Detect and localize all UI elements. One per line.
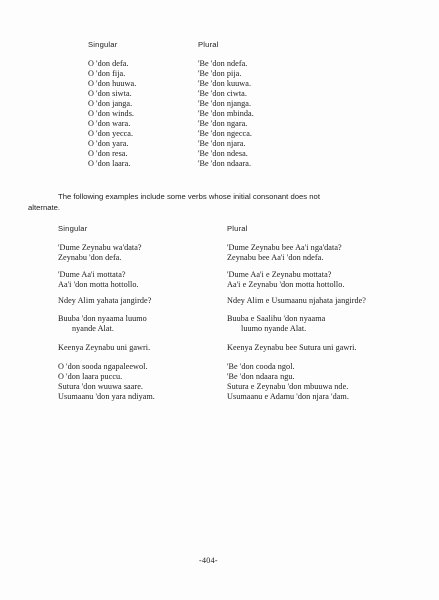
table2-group-5-plural — [227, 343, 357, 353]
intro-line-2: alternate. — [28, 203, 61, 212]
table1-plural-row: 'Be 'don ndefa. — [198, 59, 248, 68]
table1-plural-column — [198, 59, 254, 169]
table1-singular-row: O 'don yara. — [88, 139, 129, 148]
table2-group-2-plural — [227, 270, 344, 290]
table1-singular-row: O 'don huuwa. — [88, 79, 137, 88]
table1-singular-header: Singular — [88, 40, 118, 49]
table1-plural-row: 'Be 'don pija. — [198, 69, 242, 78]
table2-group-4-singular — [58, 314, 147, 334]
example-sentence: Keenya Zeynabu uni gawri. — [58, 343, 151, 352]
example-sentence: Zeynabu bee Aa'i 'don ndefa. — [227, 253, 324, 262]
example-sentence: Buuba e Saalihu 'don nyaama — [227, 314, 326, 323]
table1-plural-row: 'Be 'don ndesa. — [198, 149, 248, 158]
example-sentence: 'Dume Aa'i e Zeynabu mottata? — [227, 270, 332, 279]
example-sentence: luumo nyande Alat. — [241, 324, 307, 333]
example-sentence: Buuba 'don nyaama luumo — [58, 314, 147, 323]
example-sentence: 'Be 'don ndaara ngu. — [227, 372, 295, 381]
table1-singular-row: O 'don laara. — [88, 159, 131, 168]
table1-plural-row: 'Be 'don njara. — [198, 139, 246, 148]
table2-group-4-plural — [227, 314, 325, 334]
table1-plural-row: 'Be 'don ngecca. — [198, 129, 252, 138]
table2-group-1-plural — [227, 243, 342, 263]
table1-singular-row: O 'don resa. — [88, 149, 128, 158]
example-sentence: Ndey Alim e Usumaanu njahata jangirde? — [227, 296, 366, 305]
table2-group-3-singular — [58, 296, 151, 306]
example-sentence: 'Dume Aa'i mottata? — [58, 270, 126, 279]
table2-group-5-singular — [58, 343, 150, 353]
example-sentence: Zeynabu 'don defa. — [58, 253, 122, 262]
example-sentence: Ndey Alim yahata jangirde? — [58, 296, 152, 305]
example-sentence: O 'don sooda ngapaleewol. — [58, 362, 148, 371]
example-sentence: Usumaanu 'don yara ndiyam. — [58, 392, 155, 401]
table1-singular-row: O 'don yecca. — [88, 129, 134, 138]
example-sentence: Usumaanu e Adamu 'don njara 'dam. — [227, 392, 349, 401]
example-sentence: 'Be 'don cooda ngol. — [227, 362, 295, 371]
table2-group-3-plural — [227, 296, 366, 306]
table2-plural-header: Plural — [227, 224, 248, 233]
table1-plural-row: 'Be 'don ngara. — [198, 119, 248, 128]
table1-singular-column — [88, 59, 136, 169]
table2-group-6-plural — [227, 362, 349, 402]
page-number: -404- — [199, 556, 218, 565]
table1-plural-row: 'Be 'don ciwta. — [198, 89, 247, 98]
example-sentence: Aa'i 'don motta hottollo. — [58, 280, 139, 289]
table2-group-2-singular — [58, 270, 139, 290]
table1-singular-row: O 'don janga. — [88, 99, 133, 108]
intro-line-1: The following examples include some verbs whose initial consonant does not — [58, 192, 320, 201]
table2-group-1-singular — [58, 243, 142, 263]
table1-singular-row: O 'don wara. — [88, 119, 131, 128]
table1-plural-row: 'Be 'don njanga. — [198, 99, 252, 108]
table1-singular-row: O 'don fija. — [88, 69, 126, 78]
example-sentence: Sutura 'don wuuwa saare. — [58, 382, 143, 391]
table1-singular-row: O 'don siwta. — [88, 89, 132, 98]
example-sentence: nyande Alat. — [72, 324, 114, 333]
table2-group-6-singular — [58, 362, 155, 402]
example-sentence: O 'don laara puccu. — [58, 372, 123, 381]
table2-singular-header: Singular — [58, 224, 88, 233]
table1-plural-row: 'Be 'don ndaara. — [198, 159, 252, 168]
example-sentence: 'Dume Zeynabu wa'data? — [58, 243, 142, 252]
example-sentence: Sutura e Zeynabu 'don mbuuwa nde. — [227, 382, 349, 391]
example-sentence: 'Dume Zeynabu bee Aa'i nga'data? — [227, 243, 342, 252]
table1-plural-header: Plural — [198, 40, 219, 49]
table1-plural-row: 'Be 'don mbinda. — [198, 109, 254, 118]
table1-plural-row: 'Be 'don kuuwa. — [198, 79, 252, 88]
table1-singular-row: O 'don defa. — [88, 59, 129, 68]
example-sentence: Keenya Zeynabu bee Sutura uni gawri. — [227, 343, 357, 352]
table1-singular-row: O 'don winds. — [88, 109, 135, 118]
example-sentence: Aa'i e Zeynabu 'don motta hottollo. — [227, 280, 345, 289]
